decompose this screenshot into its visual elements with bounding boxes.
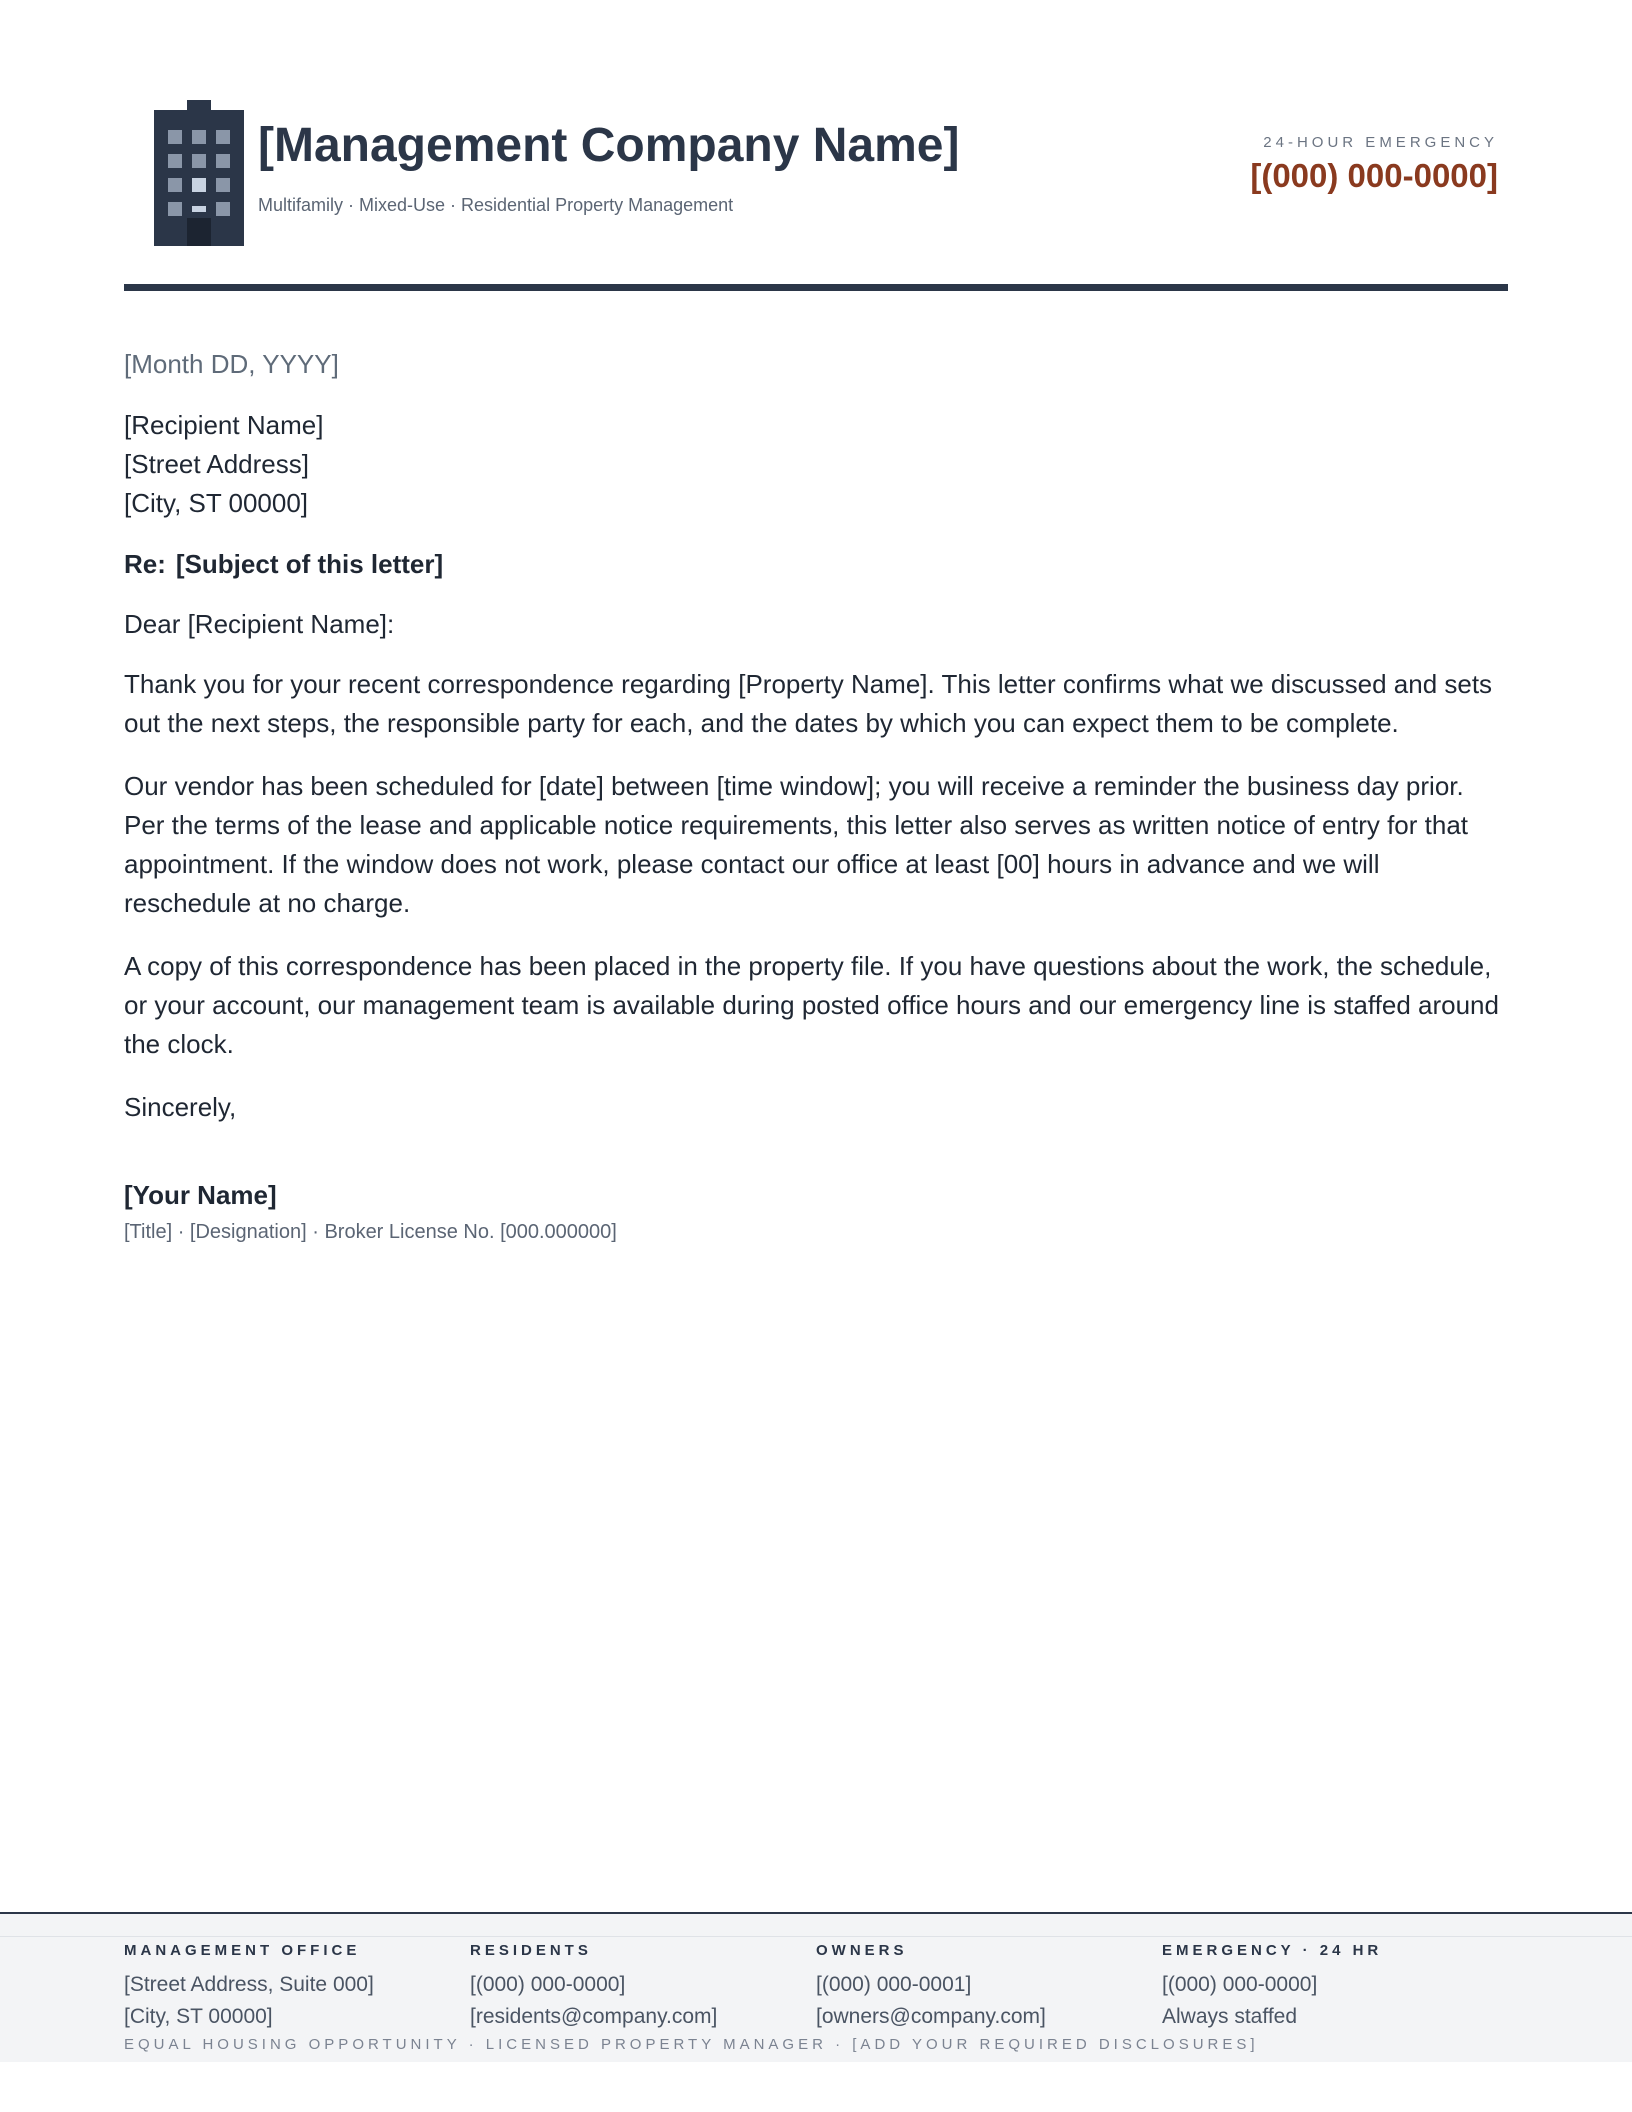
signer-name: [Your Name] <box>124 1180 277 1210</box>
footer-heading: MANAGEMENT OFFICE <box>124 1942 361 1959</box>
salutation: Dear [Recipient Name]: <box>124 609 395 639</box>
recipient-name: [Recipient Name] <box>124 410 324 440</box>
body-paragraph: Thank you for your recent correspondence regarding [Property Name]. This letter confirms what we discussed and sets out the next steps, the responsible party for each, and the dates by which you can expect them to be complete. <box>124 669 1493 738</box>
letter-footer <box>0 1912 1632 2062</box>
footer-column-residents <box>470 1942 800 2033</box>
company-tagline: Multifamily · Mixed-Use · Residential Property Management <box>258 195 734 215</box>
footer-heading: OWNERS <box>816 1942 908 1959</box>
emergency-label: 24-HOUR EMERGENCY <box>1263 134 1498 151</box>
owners-phone: [(000) 000-0001] <box>816 1973 972 1996</box>
recipient-street: [Street Address] <box>124 449 309 479</box>
emergency-note: Always staffed <box>1162 2005 1298 2028</box>
subject-text: [Subject of this letter] <box>175 549 444 579</box>
disclosure-line: EQUAL HOUSING OPPORTUNITY · LICENSED PROPERTY MANAGER · [ADD YOUR REQUIRED DISCLOSURES] <box>124 2036 1259 2053</box>
recipient-city: [City, ST 00000] <box>124 488 309 518</box>
emergency-phone: [(000) 000-0000] <box>1250 157 1498 194</box>
footer-line: [Street Address, Suite 000] <box>124 1973 374 1996</box>
recipient-address <box>124 406 1508 523</box>
footer-column-owners <box>816 1942 1146 2033</box>
letterhead <box>124 96 1508 248</box>
footer-column-emergency <box>1162 1942 1492 2033</box>
re-label: Re: <box>124 549 166 579</box>
footer-line: [City, ST 00000] <box>124 2005 273 2028</box>
letter-body <box>124 345 1508 1247</box>
emergency-phone-footer: [(000) 000-0000] <box>1162 1973 1318 1996</box>
closing: Sincerely, <box>124 1092 237 1122</box>
residents-email: [residents@company.com] <box>470 2005 718 2028</box>
header-divider <box>124 284 1508 291</box>
footer-heading: RESIDENTS <box>470 1942 592 1959</box>
letter-date: [Month DD, YYYY] <box>124 349 339 379</box>
body-paragraph: A copy of this correspondence has been placed in the property file. If you have questions about the work, the schedule, or your account, our management team is available during posted office hours and our emergency line is staffed around the clock. <box>124 951 1499 1059</box>
signer-title: [Title] · [Designation] · Broker License No. [000.000000] <box>124 1221 617 1243</box>
company-name: [Management Company Name] <box>258 119 960 172</box>
office-building-icon <box>154 100 244 246</box>
footer-heading: EMERGENCY · 24 HR <box>1162 1942 1383 1959</box>
footer-divider <box>0 1936 1632 1937</box>
body-paragraph: Our vendor has been scheduled for [date] between [time window]; you will receive a reminder the business day prior. Per the terms of the lease and applicable notice requirements, this letter also serves as written notice of entry for that appointment. If the window does not work, please contact our office at least [00] hours in advance and we will reschedule at no charge. <box>124 771 1469 918</box>
emergency-contact <box>1098 134 1498 195</box>
residents-phone: [(000) 000-0000] <box>470 1973 626 1996</box>
footer-column-management-office <box>124 1942 454 2033</box>
owners-email: [owners@company.com] <box>816 2005 1046 2028</box>
subject-line <box>124 545 1508 584</box>
